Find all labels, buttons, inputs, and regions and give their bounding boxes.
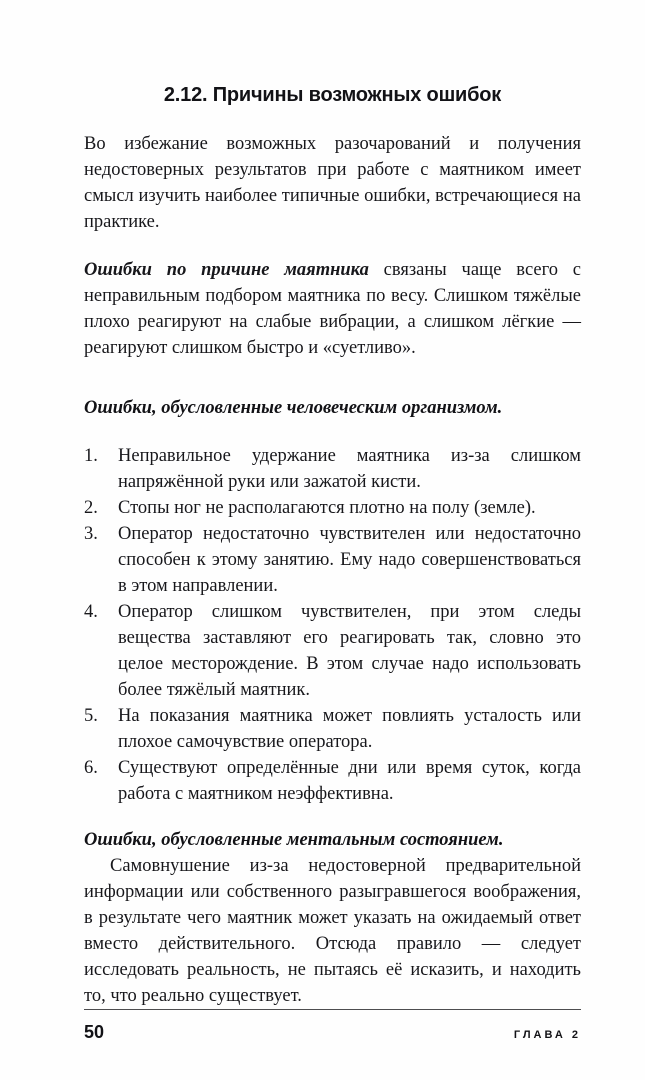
list-item: [84, 495, 581, 521]
list-item-number: 2.: [84, 498, 98, 518]
list-item-text: На показания маятника может повлиять усталость или плохое самочувствие оператора.: [118, 706, 581, 752]
list-item-number: 4.: [84, 602, 98, 622]
pendulum-errors-text: связаны чаще всего с неправильным подбором маятника по весу. Слишком тяжёлые плохо реагируют на слабые вибрации, а слишком лёгкие — реагируют слишком быстро и «суетливо».: [84, 260, 581, 358]
list-item-number: 1.: [84, 446, 98, 466]
pendulum-errors-paragraph: [84, 257, 581, 361]
page-footer: [84, 1009, 581, 1043]
errors-list: [84, 443, 581, 807]
list-item-text: Неправильное удержание маятника из-за слишком напряжённой руки или зажатой кисти.: [118, 446, 581, 492]
page-number: 50: [84, 1022, 105, 1042]
list-item: [84, 521, 581, 599]
list-item: [84, 443, 581, 495]
list-item-number: 6.: [84, 758, 98, 778]
list-item: [84, 703, 581, 755]
page-title: 2.12. Причины возможных ошибок: [163, 84, 502, 106]
list-item-number: 3.: [84, 524, 98, 544]
list-item-text: Оператор слишком чувствителен, при этом следы вещества заставляют его реагировать так, словно это целое месторождение. В этом случае надо использовать более тяжёлый маятник.: [118, 602, 581, 700]
mental-errors-paragraph: Самовнушение из-за недостоверной предварительной информации или собственного разыгравшегося воображения, в результате чего маятник может указать на ожидаемый ответ вместо действительного. Отсюда правило — следует исследовать реальность, не пытаясь её исказить, и находить то, что реально существует.: [84, 856, 581, 1006]
body-errors-heading: Ошибки, обусловленные человеческим организмом.: [84, 398, 503, 418]
intro-paragraph: Во избежание возможных разочарований и получения недостоверных результатов при работе с маятником имеет смысл изучить наиболее типичные ошибки, встречающиеся на практике.: [84, 134, 581, 232]
pendulum-errors-lead: Ошибки по причине маятника: [84, 260, 369, 280]
list-item: [84, 755, 581, 807]
list-item: [84, 599, 581, 703]
list-item-text: Стопы ног не располагаются плотно на полу (земле).: [118, 498, 536, 518]
list-item-text: Существуют определённые дни или время суток, когда работа с маятником неэффективна.: [118, 758, 581, 804]
chapter-label: ГЛАВА 2: [513, 1029, 581, 1041]
list-item-text: Оператор недостаточно чувствителен или недостаточно способен к этому занятию. Ему надо совершенствоваться в этом направлении.: [118, 524, 581, 596]
mental-errors-heading: Ошибки, обусловленные ментальным состоянием.: [84, 830, 504, 850]
list-item-number: 5.: [84, 706, 98, 726]
